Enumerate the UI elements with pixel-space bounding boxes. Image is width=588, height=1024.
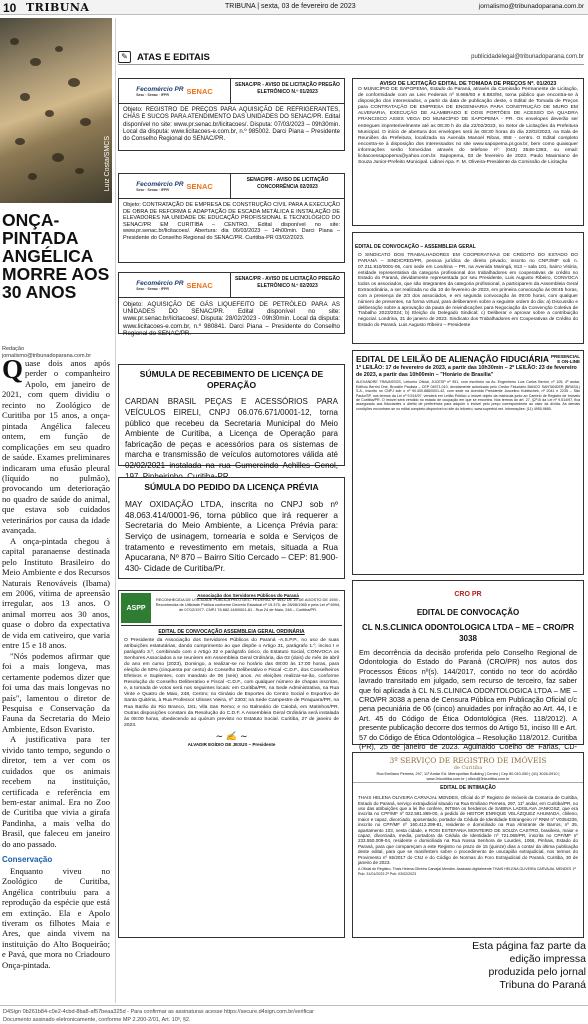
d4sign-line[interactable]: D4Sign 0b261b84-c0e2-4cbd-8ba8-af57beaa325d - Para confirmar as assinaturas acesse https://secure.d4sign.com.br/verificar (3, 1009, 314, 1015)
drop-cap: Q (2, 354, 24, 384)
story-body (2, 354, 110, 970)
registro-address: Rua Emiliano Perneta, 297, 11º Andar Ed. Metropolitan Building | Centro | Cep 80.010-050 | (41) 3026-0910 | www.3ricuritiba.com.br | oficio@3ricuritiba.com.br (353, 771, 583, 783)
story-subhead: Conservação (2, 855, 53, 865)
edit-icon: ✎ (118, 51, 131, 63)
ad-header: SENAC/PR - AVISO DE LICITAÇÃO PREGÃO ELETRÔNICO N.º 02/2023 (235, 276, 340, 289)
ad-dates: 1º LEILÃO: 17 de fevereiro de 2023, a partir das 10h30min – 2º LEILÃO: 23 de fevereiro de 2023, a partir das 10h00min – "Horário de Brasília" (356, 365, 577, 378)
ad-body: CARDAN BRASIL PEÇAS E ACESSÓRIOS PARA VEÍCULOS EIRELI, CNPJ 06.076.671/0001-12, torna público que recebeu da Secretaria Municipal do Meio Ambiente de Curitiba, a Licença de Operação para fabricação de peças e acessórios para os sistemas de marcha e transmissão de veículos automotores válida até 02/02/2021 instalada na rua Gumercindo Achilles Genol, (125, 397, 338, 470)
ad-tag: PRESENCIAL E ON-LINE (550, 354, 580, 364)
aspp-logo: ASPP (121, 593, 151, 623)
section-header (118, 50, 584, 65)
fecomercio-logo: Fecomércio PR Sesc · Senac · IFPR SENAC (119, 273, 231, 297)
ad-title: SÚMULA DE RECEBIMENTO DE LICENÇA DE OPERAÇÃO (139, 369, 324, 391)
sapopema-ad (352, 78, 584, 226)
ad-body: ALEXANDRE TRAVASSOS, Leiloeiro Oficial, JUCESP nº 951, com escritório na Av. Engenheiro Luís Carlos Berrini, nº 105, 4º andar, Edifício Berrini One, Brooklin Paulista – CEP 04571-010, devidamente autorizado pelo Credor Fiduciário BANCO SANTANDER (BRASIL) S.A., inscrito no CNPJ sob o nº 90.400.888/0001-42, com sede na Avenida Presidente Juscelino Kubitschek, nº 2041 e 2235 – São Paulo/SP, nos termos da Lei nº 9.514/97, venderá em Leilão Público o imóvel objeto da matrícula junto ao Cartório de Registro de Imóveis de Curitiba/PR. O imóvel será vendido no estado de ocupação em que se encontra. Nos termos do art. 27, §2º-B da Lei nº 9.514/97, fica assegurado aos fiduciantes o direito de preferência para adquirir o imóvel pelo preço correspondente ao valor da dívida. As demais condições encontram-se no edital completo disponível no site do leiloeiro, www.superbid.net. Informações: (11) 4950-9660. (356, 380, 580, 411)
cro-logo: CRO PR (454, 591, 482, 598)
registro-section: EDITAL DE INTIMAÇÃO (440, 785, 496, 792)
cro-ad (352, 580, 584, 752)
jaguar-photo (0, 18, 112, 203)
recebimento-ad (118, 364, 345, 470)
dateline: TRIBUNA | sexta, 03 de fevereiro de 2023 (225, 3, 356, 10)
section-contact[interactable]: publicidadelegal@tribunadoparana.com.br (471, 54, 584, 60)
page-footer (0, 1005, 588, 1024)
ad-body: O MUNICÍPIO DE SAPOPEMA, Estado do Paraná, através da Comissão Permanente de Licitação, de conformidade com as Leis Federais nº 8.666/93 e 8.883/94, torna público que encontra-se à disposição dos interessados, a partir da data de publicação deste, o Edital de Tomada de Preços para CONTRATAÇÃO DE EMPRESA DE ENGENHARIA PARA CONSTRUÇÃO DE MURO EM ALVENARIA, EXECUÇÃO DE ALAMBRADO E DOIS PORTÕES DE ACESSO DA QUADRA FRANCISCO ASSIS VEGA DO MUNICÍPIO DE SAPOPEMA - PR. Os envelopes deverão ser entregues impreterivelmente até as 08:30 h do dia 22/02/2023, no Setor de Licitações da Prefeitura Municipal. O início de abertura dos envelopes será às 08:30 horas do dia 22/02/2023, na Sala de Reuniões da Prefeitura, localizada na Avenida Manoel Ribas, 858 - centro. O Edital completo encontra-se à disposição dos interessados no site www.sapopema.pr.gov.br, bem como quaisquer informações serão fornecidas através do telefone nº: (043) 3548-1383, ou email: licitacoessapopema@yahoo.com.br. Sapopema, 03 de fevereiro de 2023. Paulo Maximiano de Souza Junior-Prefeito Municipal. Lidinei Apa. F. M. Oliveira-Presidente da Comissão de Licitação (358, 87, 578, 166)
document-line: Documento assinado eletronicamente, conforme MP 2.200-2/01, Art. 10º, §2. (3, 1017, 191, 1023)
senac-ad-2 (118, 173, 345, 263)
registro-title: 3º SERVIÇO DE REGISTRO DE IMÓVEIS (389, 756, 547, 765)
masthead (0, 0, 588, 15)
ad-body: Em decorrência da decisão proferida pelo Conselho Regional de Odontologia do Estado do Paraná (CRO/PR) nos autos dos Processos Éticos nº(s). 144/2017, contido no teor do acórdão lavrado transitado em julgado, sem recurso de terceiro, faz saber que foi aplicada à CL N.S.CLINICA ODONTOLOGICA LTDA – ME – CRO/PR 3038 a pena de Censura Pública em Publicação Oficial c/c pena pecuniária de 06 (cinco) anuidades por infração ao Art. 44, I e Art. 45 do Código de Ética Odontológica (Res. 118/2012). A presente publicação decorre dos termos do Artigo 51, inciso III e Art. 57 do Código de Ética Odontológica – Resolução 118/2012. Curitiba (PR), 25 de janeiro de 2023. Aguinaldo Coelho de Farias, CD- (359, 648, 577, 752)
fecomercio-logo: Fecomércio PR Sesc · Senac · IFPR SENAC (119, 79, 231, 103)
masthead-email[interactable]: jornalismo@tribunadoparana.com.br (478, 3, 584, 10)
aspp-info: RECONHECIDA DE UTILIDADE PÚBLICA PELO DEC. FEDERAL Nº 4642 DE 19 DE AGOSTO DE 1939 - Reconhecida de Utilidade Pública conforme Decreto Estadual nº 19.375, de 28/08/1965 e pela Lei nº 6994, de 07/12/1977. CNPJ 76.682.148/0001-81 - Rua 24 de Maio, 248 – Curitiba/PR. (155, 597, 341, 612)
ad-body: Objeto: CONTRATAÇÃO DE EMPRESA DE CONSTRUÇÃO CIVIL PARA A EXECUÇÃO DE OBRA DE REFORMA E ADAPTAÇÃO DE ESCADA METÁLICA E INSTALAÇÃO DE ELEVADORES NA UNIDADE DE EDUCAÇÃO PROFISSIONAL E TECNOLÓGICO DO SENAC/PR EM CURITIBA – CENTRO. Edital disponível no site: www.pr.senac.br/licitacoes/. Abertura: dia 06/03/2023 – 14h00min. Darci Piana – Presidente do Conselho Regional do SENAC/PR. Curitiba-PR 03/02/2023. (123, 202, 340, 241)
photo-credit: Luiz Costa/SMCS (104, 136, 111, 192)
newspaper-logo: TRIBUNA (26, 1, 90, 14)
ad-header: SENAC/PR - AVISO DE LICITAÇÃO CONCORRÊNCIA 02/2023 (246, 177, 329, 190)
page-number: 10 (3, 1, 17, 15)
registro-subtitle: de Curitiba (453, 765, 483, 771)
registro-ad (352, 752, 584, 938)
ad-body: O Presidente da Associação dos Servidores Públicos do Paraná -A.S.P.P., no uso de suas atribuições estatutárias, dando cumprimento ao que dispõe o Artigo 31, parágrafo 1.º, inciso I e parágrafo 3.º, combinado com o Artigo 32 e parágrafo único, do Estatuto Social, CONVOCA os Senhores Associados a se reunirem em Assembleia Geral Ordinária, dia 02 (dois) do mês de abril do ano em curso (2023), Domingo, a realizar-se no horário das 08:00 às 17:00 horas, para eleição de 50% (cinquenta por cento) do Conselho Deliberativo e Fiscal -C.D.F., dos Conselheiros Efetivos e Suplentes, com mandato de 06 (seis) anos. As eleições realizar-se-ão, conforme Resolução do Conselho Deliberativo e Fiscal -C.D.F., com qualquer número de chapas inscritas, e, a tomada de votos será nos seguintes locais: em Curitiba/PR, na Sede Administrativa, na Rua Vinte e Quatro de Maio, 248, Centro; no Ginásio de Esportes do Centro Social e Esportivo de Santa Quitéria, à Rua Professor Ulisses Vieira, nº 2303; na Sede Campestre de Piraquara/PR, na Rua Barão do Rio Branco, 181, Vila San Remo; e no Balneário de Caiobá, em Matinhos/PR. Outras disposições constam da Resolução do C.D.F. A Assembleia Geral Ordinária será instalada às 08:00 horas, obedecendo ao quórum previsto no Estatuto Social. Curitiba, 27 de janeiro de 2023. (124, 638, 339, 728)
leilao-ad (352, 350, 584, 575)
registro-sign: A Oficial de Registro, Thais Helena Oliveira Carvajal Mendes. Assinado digitalmente THAIS HELENA OLIVEIRA CARVAJAL MENDES 1ª Pub: 31/01/2023 2ª Pub: 03/02/2023 (358, 867, 576, 876)
story-paragraph: Enquanto viveu no Zoológico de Curitiba, Angélica contribuiu para a reprodução da espécie que está em extinção. Ela e Apolo tiveram os filhotes Maia e Ares, que ainda vivem na instituição do Alto Boqueirão; e Pavá, que mora no Criadouro Onça-pintada. (2, 865, 110, 970)
section-title: ATAS E EDITAIS (137, 52, 210, 63)
ad-title: SÚMULA DO PEDIDO DA LICENÇA PRÉVIA (144, 482, 319, 492)
ad-body: O SINDICATO DOS TRABALHADORES EM COOPERATIVAS DE CRÉDITO DO ESTADO DO PARANÁ – SINDICRED/PR, pessoa jurídica de direito privado, inscrito no CNPJ/MF sob n. 07.211.810/0001-06, com sede em Londrina – PR, na Avenida Maringá, 813 – sala 101, bairro Vitória, entidade representativa da categoria profissional dos trabalhadores em cooperativas de crédito no Estado do Paraná, devidamente representada por seu Presidente, Luis Augusto Ribeiro, CONVOCA todos os associados, que são integrantes da categoria profissional, a participarem da Assembleia Geral Extraordinária, a ser realizada no dia 10 de fevereiro de 2023, em primeira convocação às 08:45 horas, com a presença de 2/3 dos associados, e em segunda convocação às 09:00 horas, com qualquer número de presentes, na forma virtual, para deliberarem sobre a seguinte ordem do dia: a) Discussão e deliberação sobre a aprovação da pauta de reivindicações para Negociação da Convenção Coletiva de Trabalho 2023/2024; b) Eleição do Delegado Sindical; c) Deliberar e aprovar sobre a contribuição negocial. Londrina, 31 de janeiro de 2023. Sindicato dos Trabalhadores em Cooperativas de Crédito do Estado do Paraná. Luis Augusto Ribeiro – Presidente (358, 253, 578, 329)
ad-title: EDITAL DE CONVOCAÇÃO – ASSEMBLEIA GERAL (355, 244, 476, 250)
ad-title: AVISO DE LICITAÇÃO EDITAL DE TOMADA DE PREÇOS Nº. 01/2023 (379, 81, 557, 87)
ad-body: Objeto: REGISTRO DE PREÇOS PARA AQUISIÇÃO DE REFRIGERANTES, CHÁS E SUCOS PARA ATENDIMENTO DAS UNIDADES DO SENAC/PR. Edital disponível no site: www.pr.senac.br/licitacoes/. Disputa: 07/03/2023 – 09h30min. Local da disputa: www.licitacoes-e.com.br, n.º 985002. Darci Piana – Presidente do Conselho Regional do SENAC/PR. (123, 107, 340, 143)
fecomercio-logo: Fecomércio PR Sesc · Senac · IFPR SENAC (119, 174, 231, 198)
sindicato-ad (352, 232, 584, 344)
story-headline: ONÇA-PINTADA ANGÉLICA MORRE AOS 30 ANOS (2, 210, 110, 302)
edition-note: Esta página faz parte da edição impressa produzida pelo jornal Tribuna do Paraná (472, 940, 586, 991)
senac-ad-3 (118, 272, 345, 337)
story-paragraph: "Nós podemos afirmar que foi a mais longeva, mas certamente podemos dizer que foi uma das mais longevas no país", lamentou o diretor de Pesquisa e Conservação da Fauna da Secretaria do Meio Ambiente, Edson Evaristo. (2, 650, 110, 734)
column-divider (115, 18, 116, 1003)
story-byline: Redação jornalismo@tribunadoparana.com.br (2, 346, 92, 359)
story-paragraph: A justificativa para ter vivido tanto tempo, segundo o diretor, tem a ver com os cuidados que os animais recebem na instituição, certificada e referência em bem-estar animal. Era no Zoo de Curitiba que vivia a girafa Pandinha, a mais velha do Brasil, que faleceu em janeiro do ano passado. (2, 734, 110, 849)
ad-title: EDITAL DE CONVOCAÇÃO ASSEMBLEIA GERAL ORDINÁRIA (158, 629, 305, 635)
ad-body: Objeto: AQUISIÇÃO DE GÁS LIQUEFEITO DE PETRÓLEO PARA AS UNIDADES DO SENAC/PR. Edital disponível no site: www.pr.senac.br/licitacoes/. Disputa: 28/02/2023 - 09h30min. Local da disputa: www.licitacoes-e.com.br, n.º 980841. Darci Piana – Presidente do Conselho Regional do SENAC/PR. (123, 301, 340, 337)
pedido-ad (118, 477, 345, 579)
ad-title: EDITAL DE CONVOCAÇÃO (416, 608, 520, 617)
senac-ad-1 (118, 78, 345, 151)
ad-body: MAY OXIDAÇÃO LTDA, inscrita no CNPJ sob nº 48.063.414/0001-96, torna público que irá requerer a Secretaria do Meio Ambiente, a Licença Prévia para: Serviço de usinagem, tornearia e solda e Serviços de tratamento e revestimento em metais, situada a Rua Apucarana, Nº 870 – Bairro Sítio Cercado – CEP: 81.900-430- Cidade de Curitiba/Pr. (125, 499, 338, 573)
ad-header: SENAC/PR - AVISO DE LICITAÇÃO PREGÃO ELETRÔNICO N.º 01/2023 (235, 82, 340, 95)
signature: ~ ✍ ~ (215, 731, 248, 742)
ad-company: CL N.S.CLINICA ODONTOLOGICA LTDA – ME – CRO/PR 3038 (361, 623, 574, 643)
story-paragraph: A onça-pintada chegou à capital paranaense destinada pelo Instituto Brasileiro do Meio Ambiente e dos Recursos Naturais Renováveis (Ibama) em 2006, vítima de apreensão irregular, aos 13 anos. O animal morreu aos 30 anos, quase o dobro da expectativa de vida em cativeiro, que varia entre 15 e 18 anos. (2, 535, 110, 651)
story-paragraph: uase dois anos após perder o companheiro Apolo, em janeiro de 2021, com quem dividiu o recinto no Zoológico de Curitiba por 15 anos, a onça-pintada Angélica faleceu ontem, em função de complicações em seu quadro de saúde. Exames preliminares indicaram uma efusão pleural (líquido no pulmão), provocando um deterioração no quadro de saúde do animal, que estava sob cuidados veterinários por causa da idade avançada. (2, 358, 110, 536)
aspp-ad (118, 590, 345, 938)
ad-body: THAIS HELENA OLIVEIRA CARVAJAL MENDES, Oficial do 3º Registro de Imóveis da Comarca de Curitiba, Estado do Paraná, serviço extrajudicial situado na Rua Emiliano Perneta, 297, 11º andar, em Curitiba/PR, no uso das atribuições que a lei lhe confere, INTIMA os herdeiros de SABINA LADISLAVA JANKOSZ, que era inscrita no CPF/MF nº 022.581.869-00, a pedido de HEITOR ENRIQUE VELÁZQUEZ AHUMADA, chileno, maior e capaz, divorciado, aposentado, portador da Cédula de Identidade Estrangeiro nº RNM nº V0354236, inscrito no CPF/MF nº 160.412.299-81, residente e domiciliado na Rua Almirante de Barros, nº 35, apartamento 103, nesta cidade, e ROSI ESTEFANIA MONTEIRO DE SOUZA CASTRO, brasileira, maior e capaz, divorciada, media, portadora da Cédula de Identidade nº 721.069/PR, inscrita no CPF/MF nº 233.550.009-04, residente e domiciliada na Rua Nossa Senhora de Lourdes, 1066, Pinhais, Estado do Paraná, para que compareçam a este Registro no prazo de 15 (quinze) dias a contar da última publicação deste edital, para que se manifestem sobre o procedimento de usucapião extrajudicial, nos termos do Provimento nº 65/2017 do CNJ e do Código de Normas do Foro Extrajudicial do Paraná. Curitiba, 30 de janeiro de 2023. (358, 795, 578, 866)
news-column (0, 18, 113, 1024)
aspp-sign: ALVADIR EGÍDIO DE JESUS – Presidente (187, 741, 276, 747)
aspp-name: Associação dos Servidores Públicos do Paraná (197, 593, 299, 598)
ad-title: EDITAL DE LEILÃO DE ALIENAÇÃO FIDUCIÁRIA (356, 354, 549, 364)
